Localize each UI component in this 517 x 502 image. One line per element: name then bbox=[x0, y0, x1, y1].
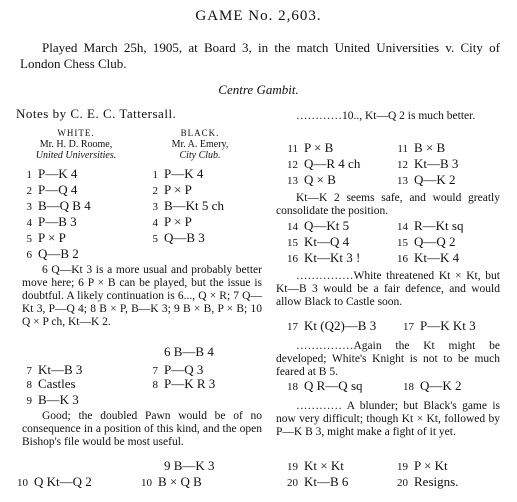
move-row-14: 14 Q—Kt 5 bbox=[287, 218, 350, 233]
move-row-2: 2 P—Q 4 bbox=[26, 182, 78, 197]
move-row-3: 3 B—Q B 4 bbox=[26, 198, 91, 213]
move-row-8-black: 8 P—K R 3 bbox=[152, 376, 216, 391]
white-name: Mr. H. D. Roome, bbox=[39, 139, 113, 150]
move-row-5-black: 5 Q—B 3 bbox=[152, 230, 205, 245]
move-row-10-black: 10 B × Q B bbox=[141, 474, 202, 489]
move-row-17: 17 Kt (Q2)—B 3 bbox=[287, 318, 377, 333]
opening-name: Centre Gambit. bbox=[218, 82, 299, 97]
move-row-8: 8 Castles bbox=[26, 376, 76, 391]
move-row-6: 6 Q—B 2 bbox=[26, 246, 79, 261]
move-row-16: 16 Kt—Kt 3 ! bbox=[287, 250, 361, 265]
note-move-16: ……………White threatened Kt × Kt, but Kt—B 3 would be a fair defence, and would allow Black to Castle soon. bbox=[276, 270, 500, 308]
move-row-13: 13 Q × B bbox=[287, 172, 336, 187]
move-row-2-black: 2 P × P bbox=[152, 182, 192, 197]
move-row-15: 15 Kt—Q 4 bbox=[287, 234, 350, 249]
move-row-17-black: 17 P—K Kt 3 bbox=[403, 318, 476, 333]
black-club: City Club. bbox=[179, 150, 221, 161]
move-row-7-black: 7 P—Q 3 bbox=[152, 362, 204, 377]
move-row-9: 9 B—K 3 bbox=[26, 392, 79, 407]
move-row-1-black: 1 P—K 4 bbox=[152, 166, 204, 181]
move-row-4: 4 P—B 3 bbox=[26, 214, 77, 229]
note-move-18: ………… A blunder; but Black's game is now very difficult; though Kt × Kt, followed by P—K B 3, might make a fight of it yet. bbox=[276, 400, 500, 438]
move-row-10: 10 Q Kt—Q 2 bbox=[17, 474, 92, 489]
move-row-19-black: 19 P × Kt bbox=[397, 458, 448, 473]
game-intro: Played March 25h, 1905, at Board 3, in the match United Universities v. City of London Chess Club. bbox=[20, 40, 500, 71]
notes-by: Notes by C. E. C. Tattersall. bbox=[16, 106, 177, 121]
move-row-12: 12 Q—R 4 ch bbox=[287, 156, 361, 171]
note-move-10: …………10.., Kt—Q 2 is much better. bbox=[296, 110, 476, 122]
move-row-6-black: 6 B—B 4 bbox=[164, 344, 214, 359]
move-row-4-black: 4 P × P bbox=[152, 214, 192, 229]
move-row-20: 20 Kt—B 6 bbox=[287, 474, 349, 489]
move-row-19: 19 Kt × Kt bbox=[287, 458, 344, 473]
move-row-15-black: 15 Q—Q 2 bbox=[397, 234, 456, 249]
move-row-5: 5 P × P bbox=[26, 230, 66, 245]
white-club: United Universities. bbox=[35, 150, 117, 161]
move-row-9-black: 9 B—K 3 bbox=[164, 458, 215, 473]
black-label: BLACK. bbox=[180, 128, 220, 138]
move-row-12-black: 12 Kt—B 3 bbox=[397, 156, 459, 171]
move-row-20-black: 20 Resigns. bbox=[397, 474, 459, 489]
note-move-6: 6 Q—Kt 3 is a more usual and probably better move here; 6 P × B can be played, but the issue is doubtful. A likely continuation is 6..., Q × R; 7 Q—Kt 3, P—Q 4; 8 B × P, B—K 3; 9 B × B, P × B; 10 Q × P ch, Kt—K 2. bbox=[22, 264, 262, 328]
note-move-9: Good; the doubled Pawn would be of no consequence in a position of this kind, and the open Bishop's file would be most useful. bbox=[22, 410, 262, 448]
move-row-7: 7 Kt—B 3 bbox=[26, 362, 83, 377]
move-row-3-black: 3 B—Kt 5 ch bbox=[152, 198, 224, 213]
move-row-18-black: 18 Q—K 2 bbox=[403, 378, 462, 393]
move-row-16-black: 16 Kt—K 4 bbox=[397, 250, 460, 265]
black-name: Mr. A. Emery, bbox=[171, 139, 229, 150]
note-move-13: Kt—K 2 seems safe, and would greatly consolidate the position. bbox=[276, 192, 500, 217]
game-title: GAME No. 2,603. bbox=[195, 8, 322, 24]
note-move-17: ……………Again the Kt might be developed; White's Knight is not to be much feared at B 5. bbox=[276, 340, 500, 378]
move-row-14-black: 14 R—Kt sq bbox=[397, 218, 464, 233]
move-row-13-black: 13 Q—K 2 bbox=[397, 172, 456, 187]
move-row-1: 1 P—K 4 bbox=[26, 166, 78, 181]
move-row-11: 11 P × B bbox=[287, 140, 334, 155]
move-row-11-black: 11 B × B bbox=[397, 140, 446, 155]
black-player bbox=[140, 128, 260, 161]
move-row-18: 18 Q R—Q sq bbox=[287, 378, 363, 393]
white-label: WHITE. bbox=[57, 128, 95, 138]
white-player bbox=[16, 128, 136, 161]
